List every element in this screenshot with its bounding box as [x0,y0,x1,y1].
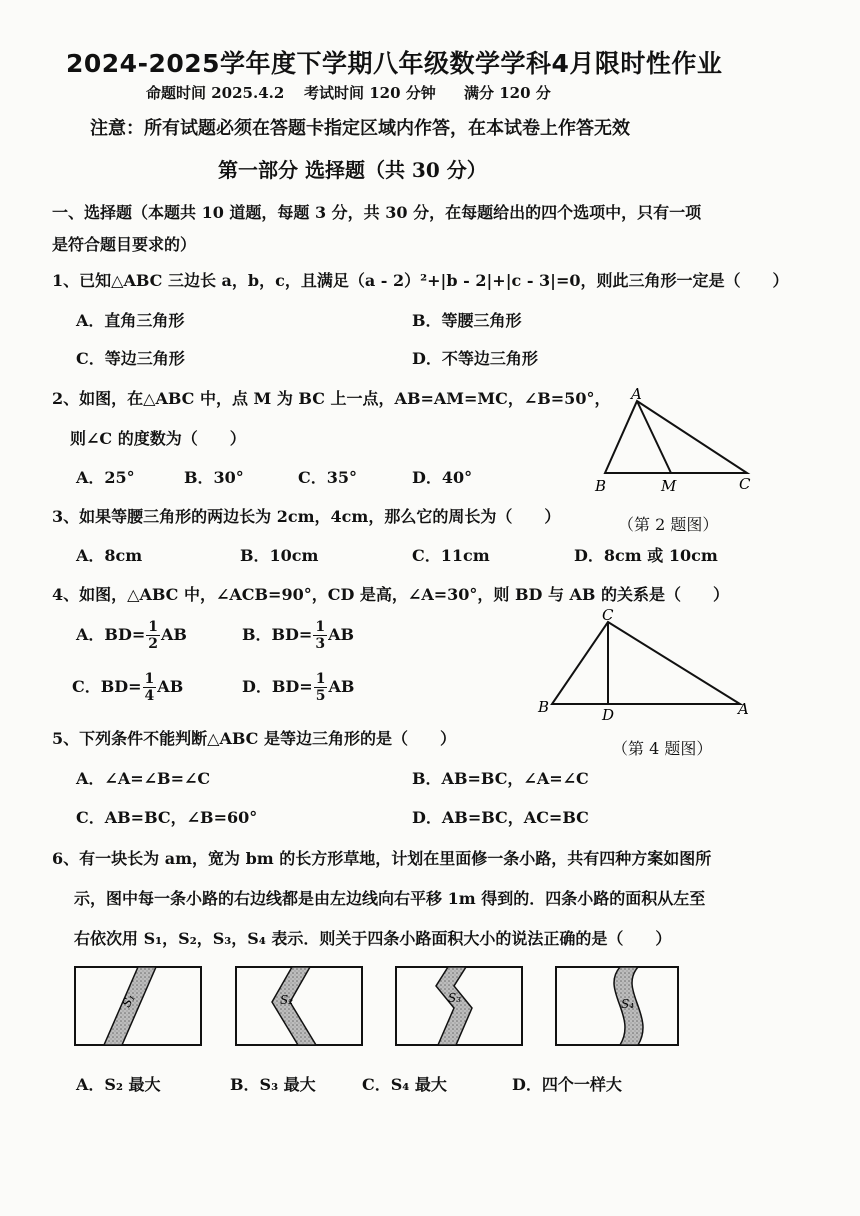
q6-figure-label-s2: S₂ [280,993,294,1007]
q6-option-d: D．四个一样大 [512,1075,622,1094]
q2-triangle-figure [585,385,760,495]
q5-option-a: A．∠A=∠B=∠C [76,769,211,788]
q6-figure-label-s4: S₄ [621,997,635,1011]
q4-option-b-fraction [313,620,327,651]
q4-option-d-num: 1 [315,671,326,687]
q6-figure-label-s3: S₃ [448,991,462,1005]
q6-path-figures [72,964,682,1050]
q4-option-b [242,620,354,651]
q2-option-c: C．35° [298,468,358,487]
q4-option-b-den: 3 [315,636,326,652]
q6-figure-s4 [556,967,678,1045]
q4-option-c-den: 4 [144,688,155,704]
q4-option-a [76,620,187,651]
q4-label-c: C [602,606,614,624]
q6-figure-s2 [236,967,362,1045]
q4-option-c [72,672,183,703]
q4-label-a: A [738,700,749,718]
q6-figure-s1 [75,967,201,1045]
q2-label-m: M [661,477,677,495]
q6-figure-s3 [396,967,522,1045]
q4-option-c-fraction [143,672,157,703]
q4-label-b: B [538,698,550,716]
q1-option-b: B．等腰三角形 [412,311,522,330]
q2-label-c: C [739,475,751,493]
q5-option-c: C．AB=BC，∠B=60° [76,808,258,827]
q4-option-a-prefix: A．BD= [76,625,146,644]
q5-option-b: B．AB=BC，∠A=∠C [412,769,589,788]
q1-stem: 1、已知△ABC 三边长 a，b，c，且满足（a - 2）²+|b - 2|+|c - 3|=0，则此三角形一定是（ ） [52,271,789,290]
q4-triangle-figure [530,604,760,726]
q4-option-d [242,672,354,703]
q4-option-d-prefix: D．BD= [242,677,313,696]
q6-figure-label-s1: S₁ [119,991,138,1010]
exam-score: 满分 120 分 [464,84,551,102]
q2-option-b: B．30° [184,468,244,487]
exam-date: 命题时间 2025.4.2 [146,84,285,102]
q4-option-c-prefix: C．BD= [72,677,142,696]
q4-option-a-num: 1 [148,619,158,635]
q5-option-d: D．AB=BC，AC=BC [412,808,589,827]
q6-stem-cont2: 右依次用 S₁，S₂，S₃，S₄ 表示．则关于四条小路面积大小的说法正确的是（ ） [74,929,672,948]
q4-stem: 4、如图，△ABC 中，∠ACB=90°，CD 是高，∠A=30°，则 BD 与 AB 的关系是（ ） [52,585,730,604]
q6-stem: 6、有一块长为 am，宽为 bm 的长方形草地，计划在里面修一条小路，共有四种方案如图所 [52,849,712,868]
q6-option-a: A．S₂ 最大 [76,1075,161,1094]
q3-option-d: D．8cm 或 10cm [574,546,718,565]
q3-stem: 3、如果等腰三角形的两边长为 2cm，4cm，那么它的周长为（ ） [52,507,561,526]
exam-notice: 注意：所有试题必须在答题卡指定区域内作答，在本试卷上作答无效 [90,118,630,139]
exam-title: 2024-2025学年度下学期八年级数学学科4月限时性作业 [66,49,723,78]
q4-option-d-den: 5 [315,688,326,704]
exam-duration: 考试时间 120 分钟 [304,84,436,102]
q6-option-b: B．S₃ 最大 [230,1075,316,1094]
q4-triangle [552,622,740,704]
q4-option-c-num: 1 [144,671,155,687]
q5-stem: 5、下列条件不能判断△ABC 是等边三角形的是（ ） [52,729,456,748]
q2-label-b: B [595,477,607,495]
q3-option-b: B．10cm [240,546,319,565]
part1-title: 第一部分 选择题（共 30 分） [218,158,487,182]
q4-option-c-suffix: AB [157,677,184,696]
section-instruction: 一、选择题（本题共 10 道题，每题 3 分，共 30 分，在每题给出的四个选项中，只有一项 [52,203,702,222]
q4-option-a-suffix: AB [160,625,187,644]
q4-option-d-suffix: AB [328,677,355,696]
q1-option-a: A．直角三角形 [76,311,185,330]
q4-option-b-suffix: AB [328,625,355,644]
q4-option-a-den: 2 [148,636,158,652]
q2-figure-caption: （第 2 题图） [618,515,719,534]
q3-option-c: C．11cm [412,546,490,565]
q2-stem: 2、如图，在△ABC 中，点 M 为 BC 上一点，AB=AM=MC，∠B=50°， [52,389,611,408]
q6-stem-cont1: 示，图中每一条小路的右边线都是由左边线向右平移 1m 得到的．四条小路的面积从左至 [74,889,706,908]
q3-option-a: A．8cm [76,546,143,565]
q4-option-d-fraction [314,672,328,703]
q4-option-b-num: 1 [315,619,326,635]
q2-triangle [605,401,747,473]
q4-figure-caption: （第 4 题图） [612,739,713,758]
q2-option-a: A．25° [76,468,135,487]
q4-option-b-prefix: B．BD= [242,625,313,644]
q1-option-c: C．等边三角形 [76,349,185,368]
q6-option-c: C．S₄ 最大 [362,1075,447,1094]
q2-option-d: D．40° [412,468,473,487]
q4-option-a-fraction [146,620,160,651]
q2-stem-cont: 则∠C 的度数为（ ） [70,429,246,448]
q1-option-d: D．不等边三角形 [412,349,538,368]
q4-label-d: D [602,706,615,724]
q2-label-a: A [631,385,642,403]
section-instruction-cont: 是符合题目要求的） [52,235,197,254]
